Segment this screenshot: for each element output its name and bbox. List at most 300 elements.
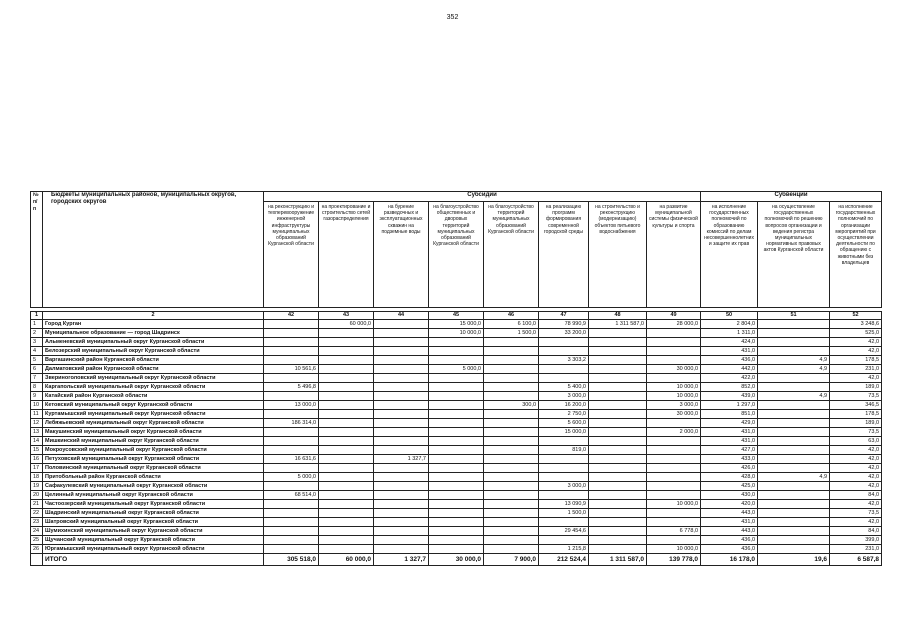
table-row xyxy=(31,401,882,410)
row-number: 20 xyxy=(31,491,43,500)
row-value xyxy=(589,401,647,410)
row-value xyxy=(429,374,484,383)
row-value: 5 000,0 xyxy=(264,473,319,482)
row-value xyxy=(484,545,539,554)
row-value xyxy=(374,527,429,536)
row-value xyxy=(484,482,539,491)
table-row xyxy=(31,347,882,356)
row-name: Каргапольский муниципальный округ Курганской области xyxy=(43,383,264,392)
row-value xyxy=(758,491,830,500)
row-value xyxy=(484,446,539,455)
row-name: Белозерский муниципальный округ Курганской области xyxy=(43,347,264,356)
row-value xyxy=(758,428,830,437)
row-value: 186 314,0 xyxy=(264,419,319,428)
row-value xyxy=(484,419,539,428)
row-number: 23 xyxy=(31,518,43,527)
row-value xyxy=(264,536,319,545)
row-value xyxy=(539,437,589,446)
table-row xyxy=(31,419,882,428)
row-value xyxy=(319,464,374,473)
row-value: 16 200,0 xyxy=(539,401,589,410)
column-header: на проектирование и строительство сетей газораспределения xyxy=(319,202,374,308)
row-value xyxy=(429,419,484,428)
row-name: Петуховский муниципальный округ Курганской области xyxy=(43,455,264,464)
row-value xyxy=(374,320,429,329)
row-value xyxy=(374,383,429,392)
row-value: 60 000,0 xyxy=(319,320,374,329)
row-value xyxy=(319,392,374,401)
row-value xyxy=(589,446,647,455)
row-number: 11 xyxy=(31,410,43,419)
row-value: 231,0 xyxy=(830,365,882,374)
column-header: на исполнение государственных полномочий по образованию комиссий по делам несовершеннолетних и защите их прав xyxy=(701,202,758,308)
row-value: 431,0 xyxy=(701,518,758,527)
row-value xyxy=(647,518,701,527)
row-number: 5 xyxy=(31,356,43,365)
row-value xyxy=(319,491,374,500)
row-value xyxy=(429,545,484,554)
row-value: 78 990,9 xyxy=(539,320,589,329)
row-value xyxy=(374,536,429,545)
row-value xyxy=(319,455,374,464)
row-value xyxy=(264,347,319,356)
row-value: 73,5 xyxy=(830,428,882,437)
row-value xyxy=(319,374,374,383)
row-value: 84,0 xyxy=(830,527,882,536)
row-value xyxy=(264,509,319,518)
column-index: 47 xyxy=(539,312,589,320)
row-value xyxy=(589,419,647,428)
row-value xyxy=(647,446,701,455)
row-value xyxy=(484,383,539,392)
row-value: 420,0 xyxy=(701,500,758,509)
row-value: 30 000,0 xyxy=(647,365,701,374)
row-name: Притобольный район Курганской области xyxy=(43,473,264,482)
row-value: 73,5 xyxy=(830,509,882,518)
row-value xyxy=(264,545,319,554)
row-name: Мишкинский муниципальный округ Курганской области xyxy=(43,437,264,446)
row-value xyxy=(484,392,539,401)
row-value xyxy=(484,356,539,365)
total-value: 30 000,0 xyxy=(429,554,484,566)
row-value xyxy=(319,437,374,446)
row-value: 10 000,0 xyxy=(647,545,701,554)
row-value xyxy=(374,482,429,491)
row-value: 28 000,0 xyxy=(647,320,701,329)
total-value: 16 178,0 xyxy=(701,554,758,566)
row-value xyxy=(264,356,319,365)
row-value xyxy=(484,500,539,509)
row-value xyxy=(374,437,429,446)
row-value xyxy=(319,536,374,545)
row-value xyxy=(374,518,429,527)
table-row xyxy=(31,482,882,491)
row-value xyxy=(758,401,830,410)
row-value xyxy=(484,428,539,437)
row-name: Альменевский муниципальный округ Курганской области xyxy=(43,338,264,347)
row-value: 178,5 xyxy=(830,356,882,365)
row-value: 5 000,0 xyxy=(429,365,484,374)
row-value: 4,9 xyxy=(758,473,830,482)
column-index: 46 xyxy=(484,312,539,320)
row-number: 18 xyxy=(31,473,43,482)
row-value xyxy=(758,509,830,518)
total-value: 7 900,0 xyxy=(484,554,539,566)
row-value: 443,0 xyxy=(701,509,758,518)
row-value xyxy=(374,374,429,383)
row-value xyxy=(429,356,484,365)
row-value xyxy=(319,500,374,509)
row-value xyxy=(484,509,539,518)
row-value: 443,0 xyxy=(701,527,758,536)
row-number: 25 xyxy=(31,536,43,545)
row-value xyxy=(539,473,589,482)
row-value: 2 750,0 xyxy=(539,410,589,419)
row-name: Куртамышский муниципальный округ Курганской области xyxy=(43,410,264,419)
total-value: 19,6 xyxy=(758,554,830,566)
row-value xyxy=(264,428,319,437)
total-value: 60 000,0 xyxy=(319,554,374,566)
row-value xyxy=(484,464,539,473)
row-value xyxy=(589,392,647,401)
row-value: 3 248,6 xyxy=(830,320,882,329)
row-name: Половинский муниципальный округ Курганской области xyxy=(43,464,264,473)
row-value xyxy=(647,347,701,356)
row-value: 429,0 xyxy=(701,419,758,428)
row-number: 2 xyxy=(31,329,43,338)
row-value: 42,0 xyxy=(830,518,882,527)
row-value: 300,0 xyxy=(484,401,539,410)
row-value: 1 311 587,0 xyxy=(589,320,647,329)
row-value xyxy=(589,338,647,347)
row-value xyxy=(319,365,374,374)
row-value: 433,0 xyxy=(701,455,758,464)
row-value xyxy=(319,383,374,392)
row-value xyxy=(589,329,647,338)
row-number: 16 xyxy=(31,455,43,464)
row-value: 10 561,6 xyxy=(264,365,319,374)
row-value xyxy=(539,347,589,356)
table-row xyxy=(31,455,882,464)
row-value: 15 000,0 xyxy=(539,428,589,437)
row-value: 3 000,0 xyxy=(647,401,701,410)
row-value: 73,5 xyxy=(830,392,882,401)
row-number: 6 xyxy=(31,365,43,374)
row-value xyxy=(319,446,374,455)
row-value: 428,0 xyxy=(701,473,758,482)
row-value xyxy=(264,437,319,446)
row-number: 12 xyxy=(31,419,43,428)
total-value: 305 518,0 xyxy=(264,554,319,566)
row-name: Шумихинский муниципальный округ Курганской области xyxy=(43,527,264,536)
row-value xyxy=(758,383,830,392)
row-value: 427,0 xyxy=(701,446,758,455)
row-name: Частоозерский муниципальный округ Курганской области xyxy=(43,500,264,509)
row-value: 30 000,0 xyxy=(647,410,701,419)
row-value xyxy=(647,455,701,464)
row-value xyxy=(429,500,484,509)
row-value: 436,0 xyxy=(701,356,758,365)
row-value xyxy=(484,410,539,419)
row-value xyxy=(589,410,647,419)
table-row xyxy=(31,338,882,347)
row-value xyxy=(429,347,484,356)
header-name: Бюджеты муниципальных районов, муниципальных округов, городских округов xyxy=(43,192,264,308)
table-row xyxy=(31,392,882,401)
row-value xyxy=(374,419,429,428)
row-value: 42,0 xyxy=(830,446,882,455)
row-value xyxy=(264,518,319,527)
row-value xyxy=(374,428,429,437)
row-value xyxy=(758,374,830,383)
header-subsidies: Субсидии xyxy=(264,192,701,202)
row-value xyxy=(264,527,319,536)
row-value xyxy=(429,392,484,401)
row-value xyxy=(264,338,319,347)
row-value: 15 000,0 xyxy=(429,320,484,329)
row-value xyxy=(484,473,539,482)
row-value: 3 303,2 xyxy=(539,356,589,365)
table-row xyxy=(31,437,882,446)
row-value: 42,0 xyxy=(830,500,882,509)
row-value xyxy=(589,356,647,365)
column-index: 44 xyxy=(374,312,429,320)
row-name: Лебяжьевский муниципальный округ Курганской области xyxy=(43,419,264,428)
row-name: Звериноголовский муниципальный округ Курганской области xyxy=(43,374,264,383)
row-name: Кетовский муниципальный округ Курганской области xyxy=(43,401,264,410)
row-value: 5 400,0 xyxy=(539,383,589,392)
row-value xyxy=(758,347,830,356)
row-value: 399,0 xyxy=(830,536,882,545)
row-value: 13 000,0 xyxy=(264,401,319,410)
column-index: 1 xyxy=(31,312,43,320)
row-value xyxy=(264,374,319,383)
table-row xyxy=(31,464,882,473)
header-num: № п/п xyxy=(31,192,43,308)
row-value xyxy=(374,500,429,509)
row-value: 10 000,0 xyxy=(647,383,701,392)
row-name: Щучанский муниципальный округ Курганской области xyxy=(43,536,264,545)
row-value xyxy=(539,455,589,464)
row-name: Далматовский район Курганской области xyxy=(43,365,264,374)
row-value xyxy=(647,509,701,518)
row-value xyxy=(484,374,539,383)
table-row xyxy=(31,356,882,365)
row-value xyxy=(484,455,539,464)
row-number: 21 xyxy=(31,500,43,509)
row-value xyxy=(429,338,484,347)
header-subventions: Субвенции xyxy=(701,192,882,202)
row-value xyxy=(374,401,429,410)
row-value xyxy=(647,329,701,338)
row-value: 42,0 xyxy=(830,338,882,347)
row-value xyxy=(589,473,647,482)
row-value: 436,0 xyxy=(701,545,758,554)
row-value xyxy=(484,347,539,356)
row-name: Варгашинский район Курганской области xyxy=(43,356,264,365)
column-header: на благоустройство общественных и дворовых территорий муниципальных образований Курганской области xyxy=(429,202,484,308)
row-value xyxy=(647,536,701,545)
table-row xyxy=(31,509,882,518)
row-value xyxy=(484,365,539,374)
row-value: 10 000,0 xyxy=(429,329,484,338)
row-value xyxy=(758,320,830,329)
row-value xyxy=(589,527,647,536)
row-value: 6 778,0 xyxy=(647,527,701,536)
row-value xyxy=(647,419,701,428)
row-value: 10 000,0 xyxy=(647,500,701,509)
row-value xyxy=(429,491,484,500)
table-row xyxy=(31,527,882,536)
row-value xyxy=(264,446,319,455)
row-value xyxy=(758,446,830,455)
column-index: 48 xyxy=(589,312,647,320)
row-value xyxy=(429,446,484,455)
row-value xyxy=(647,491,701,500)
row-name: Город Курган xyxy=(43,320,264,329)
row-name: Муниципальное образование — город Шадринск xyxy=(43,329,264,338)
row-value: 426,0 xyxy=(701,464,758,473)
row-value xyxy=(539,536,589,545)
table-row xyxy=(31,536,882,545)
row-value xyxy=(539,338,589,347)
row-value: 4,9 xyxy=(758,356,830,365)
row-name: Шадринский муниципальный округ Курганской области xyxy=(43,509,264,518)
row-value: 42,0 xyxy=(830,374,882,383)
row-value: 3 000,0 xyxy=(539,392,589,401)
row-value xyxy=(374,347,429,356)
row-number: 17 xyxy=(31,464,43,473)
page-number: 352 xyxy=(446,14,459,21)
table-row xyxy=(31,410,882,419)
row-value xyxy=(319,410,374,419)
row-value xyxy=(539,464,589,473)
table-row xyxy=(31,365,882,374)
row-value xyxy=(319,419,374,428)
column-header: на реконструкцию и техперевооружение инженерной инфраструктуры муниципальных образований Курганской области xyxy=(264,202,319,308)
row-value xyxy=(429,527,484,536)
row-value xyxy=(429,401,484,410)
row-value: 33 200,0 xyxy=(539,329,589,338)
row-value: 178,5 xyxy=(830,410,882,419)
column-header: на бурение разведочных и эксплуатационных скважин на подземные воды xyxy=(374,202,429,308)
row-value xyxy=(374,356,429,365)
row-value: 852,0 xyxy=(701,383,758,392)
row-value xyxy=(374,491,429,500)
row-value xyxy=(319,509,374,518)
row-value xyxy=(429,482,484,491)
table-row xyxy=(31,446,882,455)
row-value xyxy=(484,338,539,347)
row-value xyxy=(539,491,589,500)
row-value xyxy=(429,464,484,473)
row-value: 3 000,0 xyxy=(539,482,589,491)
table-row xyxy=(31,491,882,500)
table-row xyxy=(31,374,882,383)
column-header: на благоустройство территорий муниципальных образований Курганской области xyxy=(484,202,539,308)
row-name: Целинный муниципальный округ Курганской области xyxy=(43,491,264,500)
row-name: Сафакулевский муниципальный округ Курганской области xyxy=(43,482,264,491)
row-value xyxy=(589,545,647,554)
budget-table xyxy=(30,191,882,566)
row-value: 42,0 xyxy=(830,347,882,356)
row-value: 2 804,0 xyxy=(701,320,758,329)
row-value: 425,0 xyxy=(701,482,758,491)
row-value xyxy=(264,482,319,491)
row-value xyxy=(758,338,830,347)
row-value: 439,0 xyxy=(701,392,758,401)
row-value xyxy=(758,527,830,536)
row-number: 13 xyxy=(31,428,43,437)
row-value xyxy=(484,527,539,536)
row-value xyxy=(758,482,830,491)
row-value: 63,0 xyxy=(830,437,882,446)
row-value xyxy=(589,455,647,464)
row-value xyxy=(484,536,539,545)
row-value: 819,0 xyxy=(539,446,589,455)
total-value: 1 311 587,0 xyxy=(589,554,647,566)
row-value xyxy=(539,365,589,374)
table-row xyxy=(31,329,882,338)
row-value xyxy=(319,518,374,527)
row-value xyxy=(647,473,701,482)
total-row xyxy=(31,554,882,566)
table-row xyxy=(31,518,882,527)
row-value xyxy=(647,356,701,365)
table-row xyxy=(31,428,882,437)
row-value xyxy=(374,545,429,554)
row-value xyxy=(429,410,484,419)
row-value xyxy=(484,491,539,500)
row-value xyxy=(264,464,319,473)
column-index: 49 xyxy=(647,312,701,320)
row-value xyxy=(647,374,701,383)
row-number: 14 xyxy=(31,437,43,446)
row-value xyxy=(647,437,701,446)
row-value xyxy=(484,437,539,446)
row-value xyxy=(374,509,429,518)
row-number: 24 xyxy=(31,527,43,536)
row-number: 8 xyxy=(31,383,43,392)
row-value: 29 454,6 xyxy=(539,527,589,536)
row-value xyxy=(319,545,374,554)
row-name: Катайский район Курганской области xyxy=(43,392,264,401)
row-value xyxy=(589,491,647,500)
column-index: 52 xyxy=(830,312,882,320)
row-value: 1 311,0 xyxy=(701,329,758,338)
column-index: 43 xyxy=(319,312,374,320)
row-value xyxy=(319,356,374,365)
row-value: 431,0 xyxy=(701,428,758,437)
row-value xyxy=(758,329,830,338)
total-label: ИТОГО xyxy=(43,554,264,566)
row-name: Шатровский муниципальный округ Курганской области xyxy=(43,518,264,527)
total-value: 1 327,7 xyxy=(374,554,429,566)
row-value xyxy=(319,428,374,437)
row-value xyxy=(429,518,484,527)
row-name: Юргамышский муниципальный округ Курганской области xyxy=(43,545,264,554)
row-value xyxy=(264,320,319,329)
row-value xyxy=(539,518,589,527)
row-value xyxy=(429,437,484,446)
row-value: 4,9 xyxy=(758,365,830,374)
row-value: 436,0 xyxy=(701,536,758,545)
row-value xyxy=(319,401,374,410)
row-value xyxy=(539,374,589,383)
row-value: 10 000,0 xyxy=(647,392,701,401)
row-value xyxy=(264,410,319,419)
row-value: 431,0 xyxy=(701,347,758,356)
